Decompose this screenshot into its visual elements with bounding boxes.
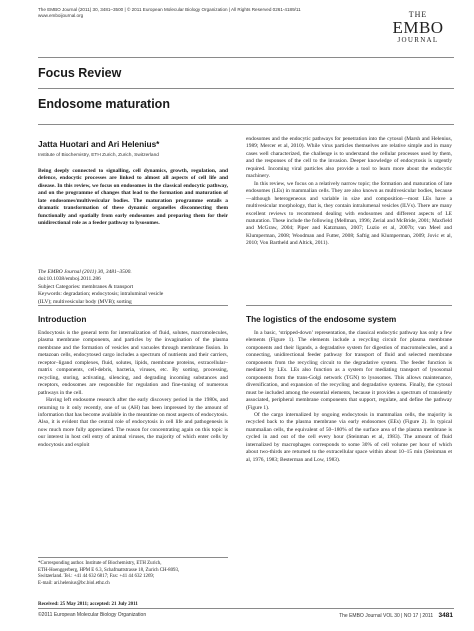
- header-rule: [38, 57, 454, 58]
- title-bottom-rule: [38, 124, 454, 125]
- intro-paragraph-2: Having left endosome research after the early discovery period in the 1980s, and returning to it only recently, one of us (AH) has been impressed by the amount of information that has become available in the meantime on most aspects of endocytosis. Also, it is evident that the central role of endocytosis in cell life and pathogenesis is now much more fully appreciated. The reason for concentrating again on this topic is our interest in host cell entry of animal viruses, the majority of which enter cells by endocytosis and exploit: [38, 397, 228, 448]
- page-number: 3481: [438, 612, 453, 619]
- footer-rule: [38, 608, 454, 609]
- logo-embo: EMBO: [392, 18, 444, 37]
- introduction-heading: Introduction: [38, 314, 87, 324]
- keywords-cont: (ILV); multivesicular body (MVB); sorting: [38, 298, 132, 305]
- footer-journal-info: [333, 612, 453, 619]
- right-column-top: [246, 136, 452, 248]
- citation: The EMBO Journal (2011) 30, 3481–3500.: [38, 269, 132, 275]
- footnote-line-3: Switzerland. Tel.: +41 44 632 6817; Fax: +41 44 632 1269;: [38, 574, 155, 579]
- embo-journal-logo: [382, 10, 454, 45]
- doi: doi:10.1038/emboj.2011.286: [38, 276, 101, 283]
- article-type: Focus Review: [38, 66, 122, 80]
- logistics-rule: [246, 305, 452, 306]
- subject-categories: Subject Categories: membranes & transport: [38, 283, 134, 290]
- footnote-line-2: ETH-Hoenggerberg, HPM E 6.3, Schafmattstrasse 18, Zurich CH-8093,: [38, 567, 180, 573]
- affiliation: Institute of Biochemistry, ETH Zurich, Zurich, Switzerland: [38, 153, 159, 158]
- logistics-body: [246, 330, 452, 464]
- intro-rule: [38, 305, 228, 306]
- footnote-rule: [38, 557, 228, 558]
- article-title: Endosome maturation: [38, 97, 170, 111]
- article-meta: [38, 269, 228, 306]
- abstract: [38, 168, 228, 228]
- abstract-text: Being deeply connected to signalling, cell dynamics, growth, regulation, and defence, endocytic processes are linked to almost all aspects of cell life and disease. In this review, we focus on endosomes in the classical endocytic pathway, and on the programme of changes that lead to the formation and maturation of late endosomes/multivesicular bodies. The maturation programme entails a dramatic transformation of these dynamic organelles disconnecting them functionally and spatially from early endosomes and preparing them for their unidirectional role as a feeder pathway to lysosomes.: [38, 168, 228, 227]
- right-paragraph-2: In this review, we focus on a relatively narrow topic; the formation and maturation of late endosomes (LEs) in mammalian cells. They are also known as multivesicular bodies, because—although heterogeneous and variable in size and composition—most LEs have a multivesicular morphology, that is, they contain intralumenal vesicles (ILVs). There are many excellent reviews to recommend dealing with endosomes and different aspects of LE maturation. These include the following (Mellman, 1996; Zerial and McBride, 2001; Maxfield and McGraw, 2004; Piper and Katzmann, 2007; Luzio et al, 2007b; van Meel and Klumperman, 2008; Woodman and Futter, 2008; Saftig and Klumperman, 2009; Jovic et al, 2010; Von Bartheld and Altick, 2011).: [246, 180, 452, 247]
- authors: Jatta Huotari and Ari Helenius*: [38, 139, 160, 149]
- journal-url: www.emboijournal.org: [38, 13, 84, 19]
- running-header: [38, 7, 368, 19]
- right-paragraph-1: endosomes and the endocytic pathways for penetration into the cytosol (Marsh and Helenius, 1989; Mercer et al, 2010). While virus particles themselves are relative simple and in many cases well characterized, the challenge is to understand the cellular processes used by them, and the responses of the cell to the invasion. Deeper knowledge of endocytosis is urgently required. Incoming viral particles also provide a tool to learn more about the endocytic machinery.: [246, 136, 452, 180]
- logistics-paragraph-1: In a basic, ‘stripped-down’ representation, the classical endocytic pathway has only a few elements (Figure 1). The elements include a recycling circuit for plasma membrane components and their ligands, a degradative system for digestion of macromolecules, and a connecting, unidirectional feeder pathway for transport of fluid and selected membrane components from the recycling circuit to the degradative system. The feeder function is mediated by LEs. LEs also function as a system for mediating transport of lysosomal components from the trans-Golgi network (TGN) to lysosomes. This allows maintenance, diversification, and expansion of the recycling and degradative systems. Finally, the cytosol must be included among the essential elements, because it provides a spectrum of transiently associated, peripheral membrane components that support, regulate, and define the pathway (Figure 1).: [246, 330, 452, 411]
- intro-paragraph-1: Endocytosis is the general term for internalization of fluid, solutes, macromolecules, plasma membrane components, and particles by the invagination of the plasma membrane and the formation of vesicles and vacuoles through membrane fission. In metazoan cells, endocytosed cargo includes a spectrum of nutrients and their carriers, receptor–ligand complexes, fluid, solutes, lipids, membrane proteins, extracellular–matrix components, cell-debris, bacteria, viruses, etc. By sorting, processing, recycling, storing, activating, silencing, and degrading incoming substances and receptors, endosomes are responsible for regulation and fine-tuning of numerous pathways in the cell.: [38, 330, 228, 396]
- footnote-line-1: *Corresponding author. Institute of Biochemistry, ETH Zurich,: [38, 561, 162, 566]
- logo-the: THE: [408, 10, 428, 19]
- footer-copyright: ©2011 European Molecular Biology Organization: [38, 612, 147, 618]
- logo-journal: JOURNAL: [397, 36, 439, 44]
- introduction-body: [38, 330, 228, 449]
- corresponding-author-footnote: [38, 561, 230, 587]
- footer-volume: The EMBO Journal VOL 30 | NO 17 | 2011: [339, 613, 434, 619]
- title-rule: [38, 88, 454, 89]
- footnote-email: E-mail: ari.helenius@bc.biol.ethz.ch: [38, 580, 110, 586]
- received-dates: Received: 25 May 2011; accepted: 21 July 2011: [38, 602, 138, 607]
- logistics-paragraph-2: Of the cargo internalized by ongoing endocytosis in mammalian cells, the majority is recycled back to the plasma membrane via early endosomes (EEs) (Figure 2). In typical mammalian cells, the equivalent of 50–180% of the surface area of the plasma membrane is cycled in and out of the cell every hour (Steinman et al, 1983). The amount of fluid internalized by macrophages corresponds to some 30% of cell volume per hour of which about two-thirds are returned to the extracellular space within about 10–15 min (Steinman et al, 1976, 1983; Besterman and Low, 1983).: [246, 411, 452, 463]
- keywords: Keywords: degradation; endocytosis; intraluminal vesicle: [38, 291, 164, 298]
- journal-citation-line: The EMBO Journal (2011) 30, 3481–3500 | © 2011 European Molecular Biology Organization | All Rights Reserved 0261-4189/11: [38, 7, 301, 12]
- logistics-heading: The logistics of the endosome system: [246, 314, 397, 324]
